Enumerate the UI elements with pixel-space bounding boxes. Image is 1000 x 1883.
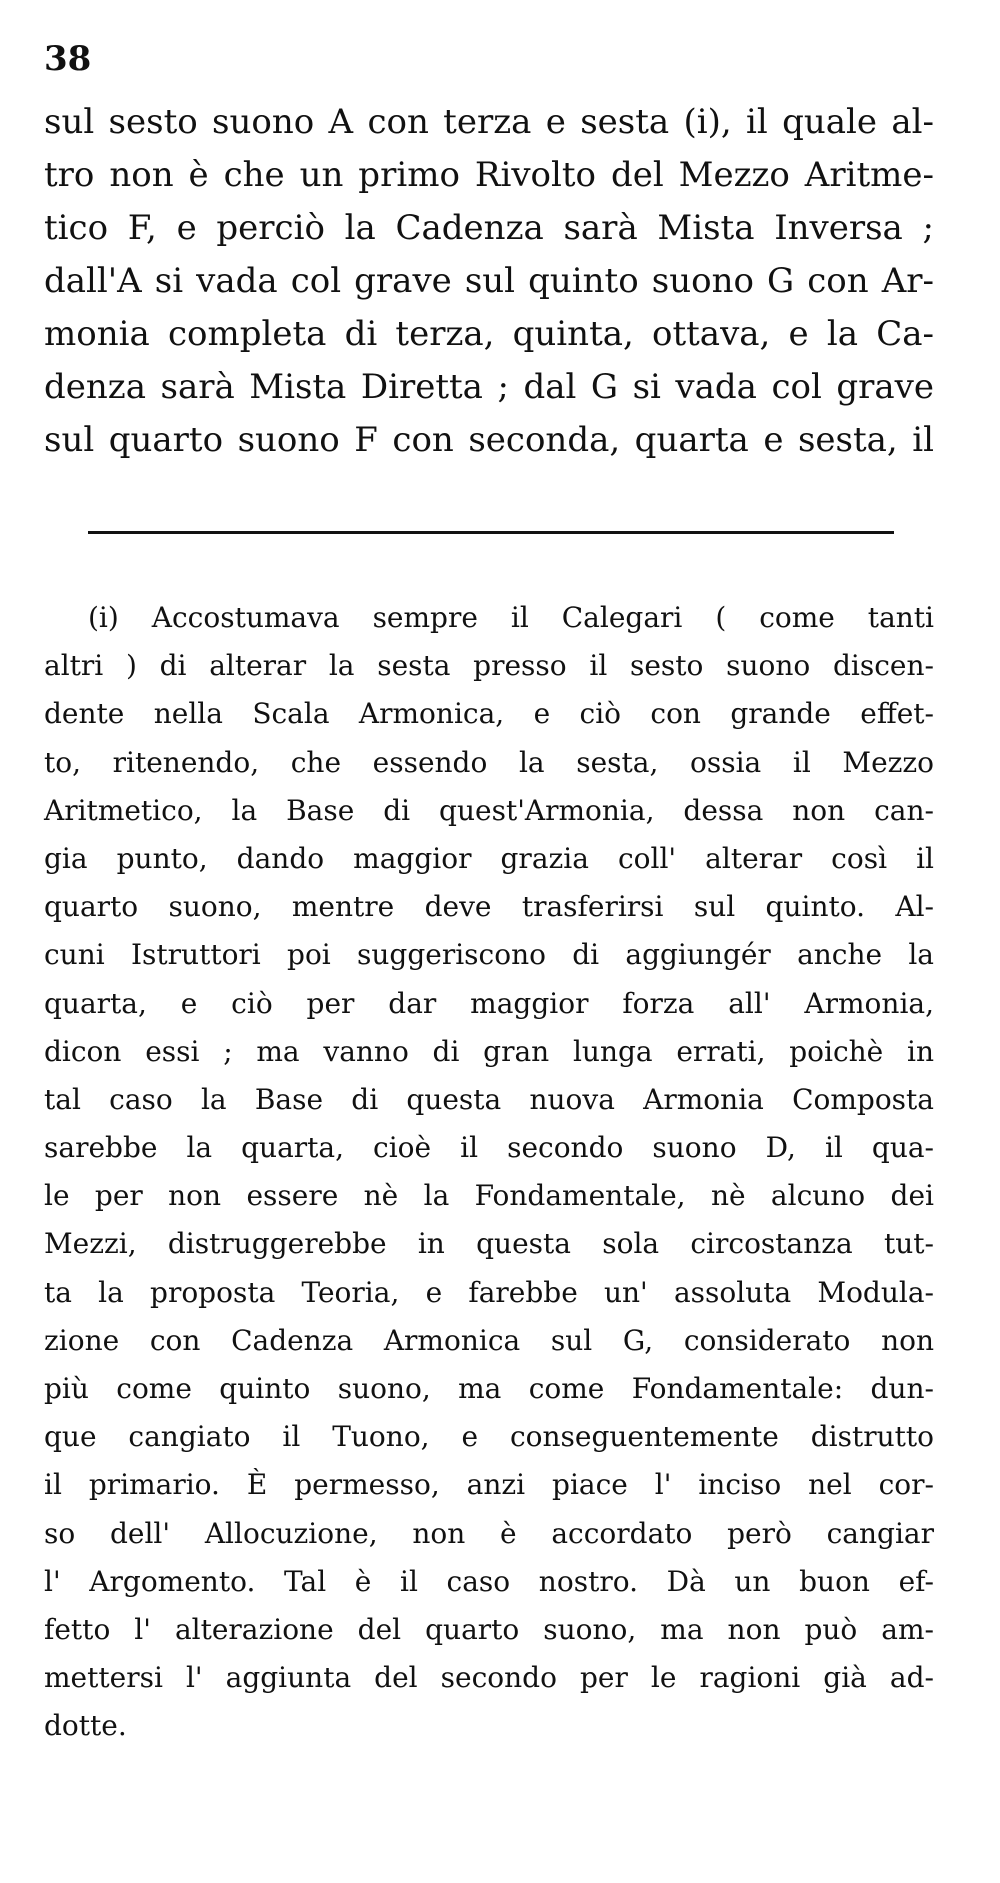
- body-line: sul sesto suono A con terza e sesta (i), il quale al-: [44, 102, 934, 142]
- footnote-line: le per non essere nè la Fondamentale, nè alcuno dei: [44, 1179, 934, 1213]
- body-line: denza sarà Mista Diretta ; dal G si vada col grave: [44, 367, 934, 407]
- footnote-separator-rule: [88, 531, 894, 534]
- footnote-line: to, ritenendo, che essendo la sesta, ossia il Mezzo: [44, 745, 934, 779]
- footnote-line: tal caso la Base di questa nuova Armonia Composta: [44, 1082, 934, 1116]
- footnote-line: quarta, e ciò per dar maggior forza all' Armonia,: [44, 986, 934, 1020]
- footnote-line: più come quinto suono, ma come Fondamentale: dun-: [44, 1372, 934, 1405]
- footnote-line: ta la proposta Teoria, e farebbe un' assoluta Modula-: [44, 1275, 934, 1309]
- page-number: 38: [44, 39, 92, 79]
- footnote-line: il primario. È permesso, anzi piace l' inciso nel cor-: [44, 1468, 934, 1502]
- body-line: tro non è che un primo Rivolto del Mezzo Aritme-: [44, 155, 934, 195]
- footnote-line: quarto suono, mentre deve trasferirsi sul quinto. Al-: [44, 890, 934, 924]
- footnote-line: zione con Cadenza Armonica sul G, considerato non: [44, 1323, 934, 1357]
- footnote-line: so dell' Allocuzione, non è accordato però cangiar: [44, 1516, 934, 1550]
- main-body-text: [44, 96, 934, 467]
- footnote-text: [44, 594, 934, 1751]
- body-line: tico F, e perciò la Cadenza sarà Mista Inversa ;: [44, 208, 934, 248]
- footnote-line: Mezzi, distruggerebbe in questa sola circostanza tut-: [44, 1227, 934, 1261]
- body-line: monia completa di terza, quinta, ottava, e la Ca-: [44, 314, 934, 354]
- footnote-line: altri ) di alterar la sesta presso il sesto suono discen-: [44, 649, 934, 683]
- footnote-line: (i) Accostumava sempre il Calegari ( come tanti: [88, 601, 934, 634]
- footnote-line: dente nella Scala Armonica, e ciò con grande effet-: [44, 697, 934, 731]
- footnote-line: que cangiato il Tuono, e conseguentemente distrutto: [44, 1420, 934, 1454]
- footnote-line: Aritmetico, la Base di quest'Armonia, dessa non can-: [44, 793, 934, 827]
- footnote-line: l' Argomento. Tal è il caso nostro. Dà un buon ef-: [44, 1564, 934, 1598]
- body-line: sul quarto suono F con seconda, quarta e sesta, il: [44, 420, 934, 460]
- body-line: dall'A si vada col grave sul quinto suono G con Ar-: [44, 261, 934, 301]
- footnote-line: cuni Istruttori poi suggeriscono di aggiungér anche la: [44, 938, 934, 972]
- footnote-line: dicon essi ; ma vanno di gran lunga errati, poichè in: [44, 1034, 934, 1068]
- footnote-line: gia punto, dando maggior grazia coll' alterar così il: [44, 841, 934, 875]
- footnote-line: mettersi l' aggiunta del secondo per le ragioni già ad-: [44, 1661, 934, 1695]
- footnote-line: fetto l' alterazione del quarto suono, ma non può am-: [44, 1612, 934, 1646]
- footnote-line: sarebbe la quarta, cioè il secondo suono D, il qua-: [44, 1131, 934, 1165]
- footnote-line: dotte.: [44, 1709, 127, 1743]
